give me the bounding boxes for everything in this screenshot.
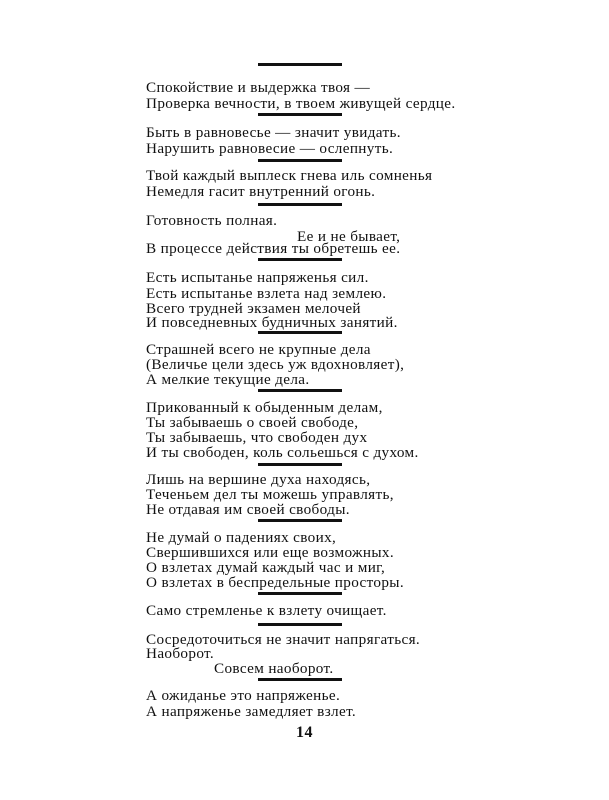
poem-line: Немедля гасит внутренний огонь.	[146, 183, 376, 200]
stanza-divider	[258, 159, 342, 162]
stanza-divider	[258, 519, 342, 522]
poem-line: Лишь на вершине духа находясь,	[146, 471, 371, 488]
poem-line: Наоборот.	[146, 645, 215, 662]
poem-line: Не думай о падениях своих,	[146, 529, 337, 546]
poem-line: Ты забываешь о своей свободе,	[146, 414, 359, 431]
poem-line: И ты свободен, коль сольешься с духом.	[146, 444, 419, 461]
stanza-divider	[258, 463, 342, 466]
poem-line: Твой каждый выплеск гнева иль сомненья	[146, 167, 433, 184]
poem-line: Совсем наоборот.	[214, 660, 334, 677]
stanza-divider	[258, 623, 342, 626]
poem-line: Прикованный к обыденным делам,	[146, 399, 383, 416]
poem-line: О взлетах в беспредельные просторы.	[146, 574, 404, 591]
poem-line: (Величье цели здесь уж вдохновляет),	[146, 356, 405, 373]
poem-line: А напряженье замедляет взлет.	[146, 703, 357, 720]
poem-line: Свершившихся или еще возможных.	[146, 544, 394, 561]
page-number: 14	[296, 724, 313, 741]
stanza-divider	[258, 203, 342, 206]
poem-line: В процессе действия ты обретешь ее.	[146, 240, 401, 257]
poem-line: Готовность полная.	[146, 212, 278, 229]
poem-line: А мелкие текущие дела.	[146, 371, 310, 388]
poem-line: Проверка вечности, в твоем живущей сердце.	[146, 95, 456, 112]
stanza-divider	[258, 678, 342, 681]
poem-line: Теченьем дел ты можешь управлять,	[146, 486, 394, 503]
poem-line: Нарушить равновесие — ослепнуть.	[146, 140, 394, 157]
poem-line: Ты забываешь, что свободен дух	[146, 429, 368, 446]
poem-line: Есть испытанье напряженья сил.	[146, 269, 369, 286]
poem-line: Страшней всего не крупные дела	[146, 341, 371, 358]
stanza-divider	[258, 63, 342, 66]
poem-line: А ожиданье это напряженье.	[146, 687, 341, 704]
stanza-divider	[258, 258, 342, 261]
poem-line: Спокойствие и выдержка твоя —	[146, 79, 371, 96]
poem-line: Само стремленье к взлету очищает.	[146, 602, 387, 619]
poem-line: Не отдавая им своей свободы.	[146, 501, 350, 518]
poem-line: Ее и не бывает,	[297, 228, 401, 245]
poem-line: Быть в равновесье — значит увидать.	[146, 124, 401, 141]
poem-line: И повседневных будничных занятий.	[146, 314, 398, 331]
stanza-divider	[258, 389, 342, 392]
poem-line: О взлетах думай каждый час и миг,	[146, 559, 386, 576]
stanza-divider	[258, 331, 342, 334]
poem-line: Есть испытанье взлета над землею.	[146, 285, 387, 302]
stanza-divider	[258, 113, 342, 116]
stanza-divider	[258, 592, 342, 595]
poem-line: Сосредоточиться не значит напрягаться.	[146, 631, 421, 648]
poem-line: Всего трудней экзамен мелочей	[146, 300, 361, 317]
